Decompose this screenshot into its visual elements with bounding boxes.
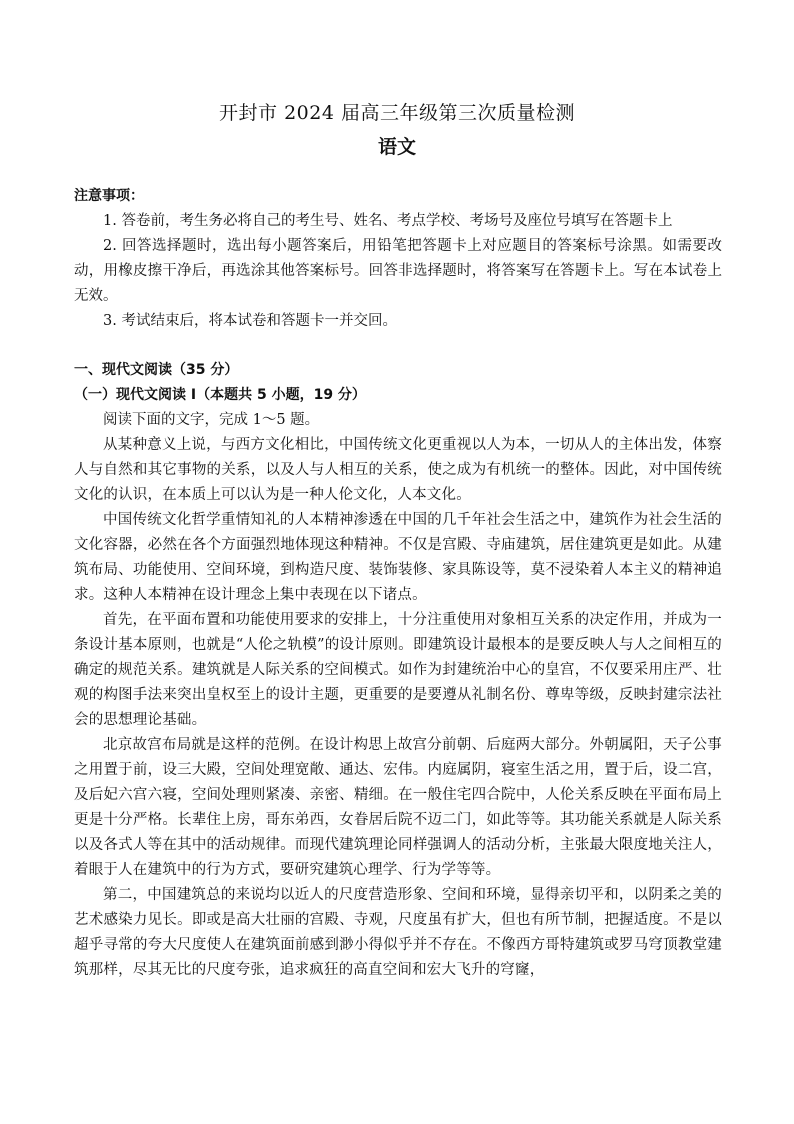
exam-title: 开封市 2024 届高三年级第三次质量检测 [219, 102, 575, 124]
passage-paragraph: 中国传统文化哲学重情知礼的人本精神渗透在中国的几千年社会生活之中，建筑作为社会生活的文化容器，必然在各个方面强烈地体现这种精神。不仅是宫殿、寺庙建筑，居住建筑更是如此。从建筑布局、功能使用、空间环境，到构造尺度、装饰装修、家具陈设等，莫不浸染着人本主义的精神追求。这种人本精神在设计理念上集中表现在以下诸点。 [74, 512, 722, 603]
section-heading: 一、现代文阅读（35 分） [74, 362, 239, 378]
passage-paragraph: 首先，在平面布置和功能使用要求的安排上，十分注重使用对象相互关系的决定作用，并成为一条设计基本原则，也就是“人伦之轨模”的设计原则。即建筑设计最根本的是要反映人与人之间相互的确定的规范关系。建筑就是人际关系的空间模式。如作为封建统治中心的皇宫，不仅要采用庄严、壮观的构图手法来突出皇权至上的设计主题，更重要的是要遵从礼制名份、尊卑等级，反映封建宗法社会的思想理论基础。 [74, 612, 722, 728]
subject-title: 语文 [377, 136, 416, 158]
exam-content [74, 184, 722, 983]
subsection-heading: （一）现代文阅读 I（本题共 5 小题，19 分） [74, 387, 366, 403]
passage-paragraph: 北京故宫布局就是这样的范例。在设计构思上故宫分前朝、后庭两大部分。外朝属阳，天子公事之用置于前，设三大殿，空间处理宽敞、通达、宏伟。内庭属阴，寝室生活之用，置于后，设二宫，及后妃六宫六寝，空间处理则紧凑、亲密、精细。在一般住宅四合院中，人伦关系反映在平面布局上更是十分严格。长辈住上房，哥东弟西，女眷居后院不迈二门，如此等等。其功能关系就是人际关系以及各式人等在其中的活动规律。而现代建筑理论同样强调人的活动分析，主张最大限度地关注人，着眼于人在建筑中的行为方式，要研究建筑心理学、行为学等等。 [74, 737, 722, 878]
notice-heading: 注意事项： [74, 188, 144, 204]
notice-item-3: 3. 考试结束后，将本试卷和答题卡一并交回。 [103, 313, 397, 329]
notice-item-1: 1. 答卷前，考生务必将自己的考生号、姓名、考点学校、考场号及座位号填写在答题卡上 [103, 213, 673, 229]
section-spacer [74, 334, 722, 358]
notice-item-2: 2. 回答选择题时，选出每小题答案后，用铅笔把答题卡上对应题目的答案标号涂黑。如需要改动，用橡皮擦干净后，再选涂其他答案标号。回答非选择题时，将答案写在答题卡上。写在本试卷上无效。 [74, 238, 722, 304]
passage-paragraph: 从某种意义上说，与西方文化相比，中国传统文化更重视以人为本，一切从人的主体出发，体察人与自然和其它事物的关系，以及人与人相互的关系，使之成为有机统一的整体。因此，对中国传统文化的认识，在本质上可以认为是一种人伦文化，人本文化。 [74, 437, 722, 503]
passage-paragraph: 第二，中国建筑总的来说均以近人的尺度营造形象、空间和环境，显得亲切平和，以阴柔之美的艺术感染力见长。即或是高大壮丽的宫殿、寺观，尺度虽有扩大，但也有所节制，把握适度。不是以超乎寻常的夸大尺度使人在建筑面前感到渺小得似乎并不存在。不像西方哥特建筑或罗马穹顶教堂建筑那样，尽其无比的尺度夸张，追求疯狂的高直空间和宏大飞升的穹窿， [74, 887, 722, 978]
reading-instruction: 阅读下面的文字，完成 1～5 题。 [103, 412, 320, 428]
